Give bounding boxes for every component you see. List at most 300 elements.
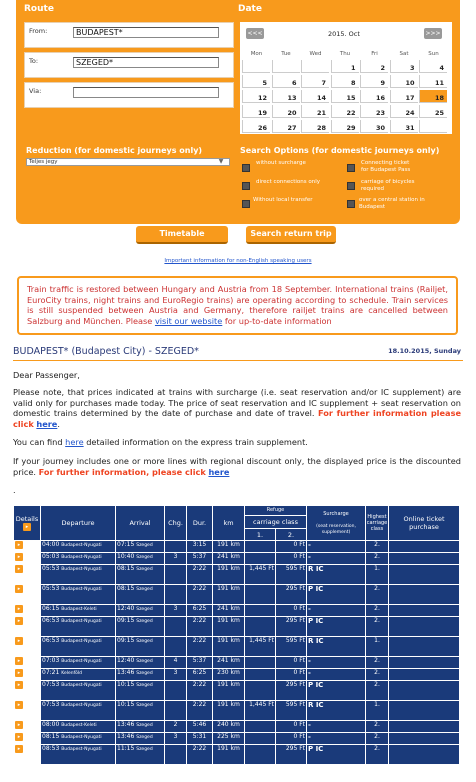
chg-cell [165,617,186,636]
p3-red: For further information, please click [38,466,206,477]
play-icon[interactable]: ▸ [15,669,23,677]
km-cell: 240 km [213,721,244,732]
highest-class-cell: 2. [366,541,388,552]
notice-box [17,276,458,335]
details-cell[interactable] [14,553,40,564]
reduction-title: Reduction (for domestic journeys only) [26,146,203,155]
dep-time: 05:53 [42,565,60,572]
chg-cell [165,681,186,700]
surcharge-cell: P IC [307,681,365,700]
weekday-sat: Sat [399,51,409,57]
dur-cell: 2:22 [187,681,212,700]
surcharge-cell: R IC [307,565,365,584]
arr-time: 08:15 [117,585,135,592]
calendar-day[interactable]: 1 [331,60,359,73]
surcharge-cell: R IC [307,701,365,720]
timetable-button[interactable]: Timetable [136,226,228,244]
class1-cell [245,553,275,564]
arr-station: Szeged [136,543,153,548]
central-station-checkbox[interactable] [347,200,355,208]
weekday-mon: Mon [250,51,263,57]
km-cell: 241 km [213,605,244,616]
surcharge-cell: R IC [307,637,365,656]
online-purchase-cell[interactable] [389,565,459,584]
col-class-2: 2. [276,529,306,540]
dep-station: Budapest-Nyugati [61,543,102,548]
class1-cell [245,541,275,552]
online-purchase-cell[interactable] [389,733,459,744]
calendar-day[interactable]: 26 [242,120,270,133]
km-cell: 230 km [213,669,244,680]
play-icon[interactable]: ▸ [15,553,23,561]
dur-cell: 3:15 [187,541,212,552]
arr-time: 08:15 [117,565,135,572]
details-cell[interactable] [14,745,40,764]
col-km: km [213,506,244,540]
central-station-label: over a central station in Budapest [359,197,425,210]
calendar-day [272,60,300,73]
play-icon[interactable]: ▸ [15,605,23,613]
play-icon[interactable]: ▸ [15,733,23,741]
online-purchase-cell[interactable] [389,657,459,668]
table-row[interactable] [14,657,459,668]
class2-cell: 0 Ft [276,669,306,680]
table-row[interactable] [14,745,459,764]
departure-cell [41,541,115,552]
play-icon: ▸ [23,523,31,531]
km-cell: 241 km [213,657,244,668]
class2-cell: 0 Ft [276,553,306,564]
arrival-cell [116,585,164,604]
play-icon[interactable]: ▸ [15,745,23,753]
chg-cell [165,585,186,604]
chg-cell: 3 [165,553,186,564]
arr-time: 13:46 [117,733,135,740]
calendar-day[interactable]: 5 [242,75,270,88]
highest-class-cell: 1. [366,701,388,720]
calendar-day[interactable]: 8 [331,75,359,88]
calendar-day[interactable]: 14 [301,90,329,103]
from-label: From: [29,27,48,35]
calendar-day[interactable]: 22 [331,105,359,118]
dur-cell: 2:22 [187,637,212,656]
to-label: To: [29,57,39,65]
class2-cell: 595 Ft [276,637,306,656]
table-row[interactable] [14,669,459,680]
chg-cell [165,701,186,720]
calendar-day[interactable]: 29 [331,120,359,133]
class2-cell: 295 Ft [276,681,306,700]
without-local-checkbox[interactable] [242,200,250,208]
calendar-day[interactable]: 11 [419,75,447,88]
arr-station: Szeged [136,735,153,740]
class1-cell [245,669,275,680]
arr-station: Szeged [136,587,153,592]
weekday-wed: Wed [309,51,322,57]
arr-station: Szeged [136,703,153,708]
departure-cell [41,585,115,604]
dur-cell: 2:22 [187,565,212,584]
arrival-cell [116,733,164,744]
calendar-day[interactable]: 15 [331,90,359,103]
departure-cell [41,681,115,700]
calendar-day[interactable]: 17 [390,90,418,103]
clock-icon [25,721,33,729]
chg-cell [165,745,186,764]
calendar-month: 2015. Oct [328,30,360,38]
km-cell: 191 km [213,681,244,700]
arr-time: 13:46 [117,669,135,676]
online-purchase-cell[interactable] [389,617,459,636]
chg-cell [165,541,186,552]
details-cell[interactable] [14,617,40,636]
col-refuge: Refuge [245,506,306,515]
col-carriage-class: carriage class [245,516,306,529]
calendar-day[interactable]: 18 [419,90,447,103]
km-cell: 191 km [213,585,244,604]
arr-station: Szeged [136,639,153,644]
calendar-day[interactable]: 27 [272,120,300,133]
class1-cell [245,617,275,636]
calendar-day[interactable]: 21 [301,105,329,118]
arr-station: Szeged [136,619,153,624]
chg-cell [165,637,186,656]
notice-text: Train traffic is restored between Hungary and Austria from 18 September. International trains (Railjet, EuroCity trains, night trains and EuroRegio trains) are operating according to schedule. Train services is still suspended between Austria and Germany, therefore railjet trains are cancelled between Salzburg and München. Please [27,284,448,326]
dur-cell: 2:22 [187,617,212,636]
col-highest-class: Highest carriage class [366,506,388,540]
highest-class-cell: 2. [366,585,388,604]
play-icon[interactable]: ▸ [15,541,23,549]
p1-text: Please note, that prices indicated at trains with surcharge (i.e. seat reservation and/or IC supplement) are valid only for purchases made today. The price of seat reservation and IC supplement + seat reservation on domestic trains determined by the date of purchase and date of travel. [13,387,461,418]
calendar-day[interactable]: 25 [419,105,447,118]
p1-link[interactable]: here [36,418,58,429]
via-input[interactable] [73,87,219,98]
calendar-day[interactable]: 30 [360,120,388,133]
calendar-day[interactable]: 9 [360,75,388,88]
calendar-day[interactable]: 28 [301,120,329,133]
greeting: Dear Passenger, [13,370,80,380]
table-row[interactable] [14,681,459,700]
calendar-day[interactable]: 12 [242,90,270,103]
details-cell[interactable] [14,701,40,720]
table-row[interactable] [14,565,459,584]
dur-cell: 5:37 [187,553,212,564]
calendar-day [242,60,270,73]
arr-station: Szeged [136,555,153,560]
arr-station: Szeged [136,723,153,728]
dep-station: Kelenföld [61,671,83,676]
class1-cell [245,657,275,668]
without-surcharge-checkbox[interactable] [242,164,250,172]
online-purchase-cell[interactable] [389,721,459,732]
dep-time: 04:00 [42,541,60,548]
arrival-cell [116,745,164,764]
info-paragraph-3 [13,456,461,477]
departure-cell [41,605,115,616]
class2-cell: 595 Ft [276,565,306,584]
dep-time: 05:03 [42,553,60,560]
connecting-ticket-checkbox[interactable] [347,164,355,172]
table-row[interactable] [14,605,459,616]
table-row[interactable] [14,701,459,720]
col-details: Details ▸ [14,506,40,540]
arrival-cell [116,541,164,552]
calendar-day[interactable]: 23 [360,105,388,118]
dur-cell: 5:31 [187,733,212,744]
dep-time: 08:15 [42,733,60,740]
bicycles-checkbox[interactable] [347,182,355,190]
km-cell: 241 km [213,553,244,564]
dep-time: 06:15 [42,605,60,612]
arr-station: Szeged [136,747,153,752]
arr-time: 07:15 [117,541,135,548]
calendar-day[interactable]: 13 [272,90,300,103]
arr-time: 09:15 [117,637,135,644]
arr-station: Szeged [136,671,153,676]
arrival-cell [116,637,164,656]
surcharge-cell: - [307,553,365,564]
highest-class-cell: 2. [366,657,388,668]
reduction-select[interactable] [26,158,230,166]
calendar-day[interactable]: 7 [301,75,329,88]
table-row[interactable] [14,617,459,636]
km-cell: 191 km [213,565,244,584]
table-row[interactable] [14,637,459,656]
departure-cell [41,565,115,584]
play-icon[interactable]: ▸ [15,721,23,729]
online-purchase-cell[interactable] [389,681,459,700]
details-cell[interactable] [14,669,40,680]
calendar-day[interactable]: 3 [390,60,418,73]
surcharge-cell: P IC [307,617,365,636]
table-row[interactable] [14,733,459,744]
class1-cell: 1,445 Ft [245,637,275,656]
calendar-day[interactable]: 24 [390,105,418,118]
weekday-tue: Tue [281,51,291,57]
details-cell[interactable] [14,565,40,584]
arrival-cell [116,565,164,584]
without-surcharge-label: without surcharge [256,160,306,166]
search-options-title: Search Options (for domestic journeys only) [240,146,440,155]
arr-time: 10:40 [117,553,135,560]
timetable-table [13,505,460,765]
play-icon[interactable]: ▸ [15,657,23,665]
km-cell: 191 km [213,617,244,636]
online-purchase-cell[interactable] [389,541,459,552]
p1-red: For further information please click [13,408,461,429]
details-cell[interactable] [14,637,40,656]
online-purchase-cell[interactable] [389,701,459,720]
arr-time: 13:46 [117,721,135,728]
surcharge-cell: - [307,733,365,744]
highest-class-cell: 1. [366,637,388,656]
dep-station: Budapest-Nyugati [61,567,102,572]
calendar-day[interactable]: 16 [360,90,388,103]
play-icon[interactable]: ▸ [15,565,23,573]
play-icon[interactable]: ▸ [15,585,23,593]
calendar [240,22,452,134]
arr-time: 10:15 [117,701,135,708]
col-dur: Dur. [187,506,212,540]
to-input[interactable]: SZEGED* [73,57,219,68]
p3-text: If your journey includes one or more lines with regional discount only, the displayed price is the discounted price. [13,456,461,477]
dep-station: Budapest-Nyugati [61,587,102,592]
arr-time: 12:40 [117,605,135,612]
play-icon[interactable]: ▸ [15,701,23,709]
calendar-day [419,120,447,133]
km-cell: 225 km [213,733,244,744]
class2-cell: 0 Ft [276,657,306,668]
info-paragraph-1: Please note, that prices indicated at trains with surcharge (i.e. seat reservation and/or IC supplement) are valid only for purchases made today. The price of seat reservation and IC supplement + seat reservation on domestic trains determined by the date of purchase and date of travel. For further information please click here. [13,387,461,429]
dur-cell: 2:22 [187,701,212,720]
dep-station: Budapest-Keleti [61,723,97,728]
details-cell[interactable] [14,681,40,700]
table-row[interactable] [14,541,459,552]
class2-cell: 295 Ft [276,617,306,636]
chg-cell: 3 [165,669,186,680]
calendar-day[interactable]: 2 [360,60,388,73]
highest-class-cell: 2. [366,617,388,636]
arrival-cell [116,701,164,720]
dur-cell: 2:22 [187,745,212,764]
surcharge-cell: P IC [307,585,365,604]
via-field [24,82,234,108]
connecting-ticket-label: Connecting ticket for Budapest Pass [361,160,411,173]
from-input[interactable]: BUDAPEST* [73,27,219,38]
km-cell: 191 km [213,701,244,720]
arr-station: Szeged [136,683,153,688]
notice-link[interactable]: visit our website [154,315,223,326]
highest-class-cell: 2. [366,681,388,700]
play-icon[interactable]: ▸ [15,681,23,689]
departure-cell [41,669,115,680]
details-cell[interactable] [14,657,40,668]
arrival-cell [116,681,164,700]
chg-cell: 3 [165,733,186,744]
date-title: Date [238,4,262,14]
online-purchase-cell[interactable] [389,605,459,616]
departure-cell [41,721,115,732]
reduction-value: Teljes jegy [29,159,58,165]
arr-time: 10:15 [117,681,135,688]
details-cell[interactable] [14,605,40,616]
return-trip-button[interactable]: Search return trip [246,226,336,244]
direct-checkbox[interactable] [242,182,250,190]
class2-cell: 295 Ft [276,585,306,604]
details-cell[interactable] [14,721,40,732]
calendar-day[interactable]: 6 [272,75,300,88]
important-info-link[interactable]: Important information for non-English speaking users [164,258,312,264]
departure-cell [41,733,115,744]
dep-station: Budapest-Keleti [61,607,97,612]
surcharge-cell: - [307,669,365,680]
details-cell[interactable] [14,733,40,744]
surcharge-cell: - [307,541,365,552]
chg-cell [165,565,186,584]
surcharge-cell: - [307,657,365,668]
online-purchase-cell[interactable] [389,745,459,764]
table-row[interactable] [14,721,459,732]
dep-station: Budapest-Nyugati [61,619,102,624]
departure-cell [41,745,115,764]
class2-cell: 0 Ft [276,721,306,732]
dep-station: Budapest-Nyugati [61,659,102,664]
dep-time: 07:21 [42,669,60,676]
calendar-day[interactable]: 19 [242,105,270,118]
dep-time: 07:03 [42,657,60,664]
calendar-day[interactable]: 31 [390,120,418,133]
clock-icon [25,669,33,677]
online-purchase-cell[interactable] [389,553,459,564]
arr-station: Szeged [136,567,153,572]
dep-station: Budapest-Nyugati [61,683,102,688]
highest-class-cell: 2. [366,721,388,732]
highest-class-cell: 1. [366,565,388,584]
table-row[interactable] [14,553,459,564]
dep-time: 06:53 [42,617,60,624]
next-month-button[interactable]: >>> [425,30,441,37]
class1-cell [245,681,275,700]
weekday-fri: Fri [371,51,378,57]
calendar-day[interactable]: 4 [419,60,447,73]
calendar-day[interactable]: 20 [272,105,300,118]
departure-cell [41,553,115,564]
play-icon[interactable]: ▸ [15,617,23,625]
arrival-cell [116,617,164,636]
arr-station: Szeged [136,607,153,612]
online-purchase-cell[interactable] [389,669,459,680]
departure-cell [41,637,115,656]
calendar-day[interactable]: 10 [390,75,418,88]
chg-cell: 2 [165,721,186,732]
arrival-cell [116,657,164,668]
arr-time: 11:15 [117,745,135,752]
class1-cell [245,733,275,744]
p2-link[interactable]: here [65,437,84,447]
table-row[interactable] [14,585,459,604]
highest-class-cell: 2. [366,745,388,764]
surcharge-cell: - [307,605,365,616]
km-cell: 191 km [213,541,244,552]
km-cell: 191 km [213,745,244,764]
p2-text: You can find [13,437,66,447]
class2-cell: 295 Ft [276,745,306,764]
col-surcharge: Surcharge (seat reservation, supplement) [307,506,365,540]
prev-month-button[interactable]: <<< [247,30,263,37]
details-cell[interactable] [14,585,40,604]
highest-class-cell: 2. [366,733,388,744]
online-purchase-cell[interactable] [389,637,459,656]
to-field [24,52,234,78]
chg-cell: 4 [165,657,186,668]
surcharge-cell: P IC [307,745,365,764]
play-icon[interactable]: ▸ [15,637,23,645]
dep-time: 07:53 [42,681,60,688]
dep-time: 05:53 [42,585,60,592]
dur-cell: 2:22 [187,585,212,604]
route-date: 18.10.2015, Sunday [388,347,461,355]
weekday-sun: Sun [428,51,439,57]
p3-link[interactable]: here [208,466,230,477]
p2-tail: detailed information on the express train supplement. [83,437,308,447]
direct-label: direct connections only [256,179,321,185]
online-purchase-cell[interactable] [389,585,459,604]
details-cell[interactable] [14,541,40,552]
class1-cell: 1,445 Ft [245,565,275,584]
departure-cell [41,701,115,720]
dep-time: 06:53 [42,637,60,644]
dep-station: Budapest-Nyugati [61,735,102,740]
